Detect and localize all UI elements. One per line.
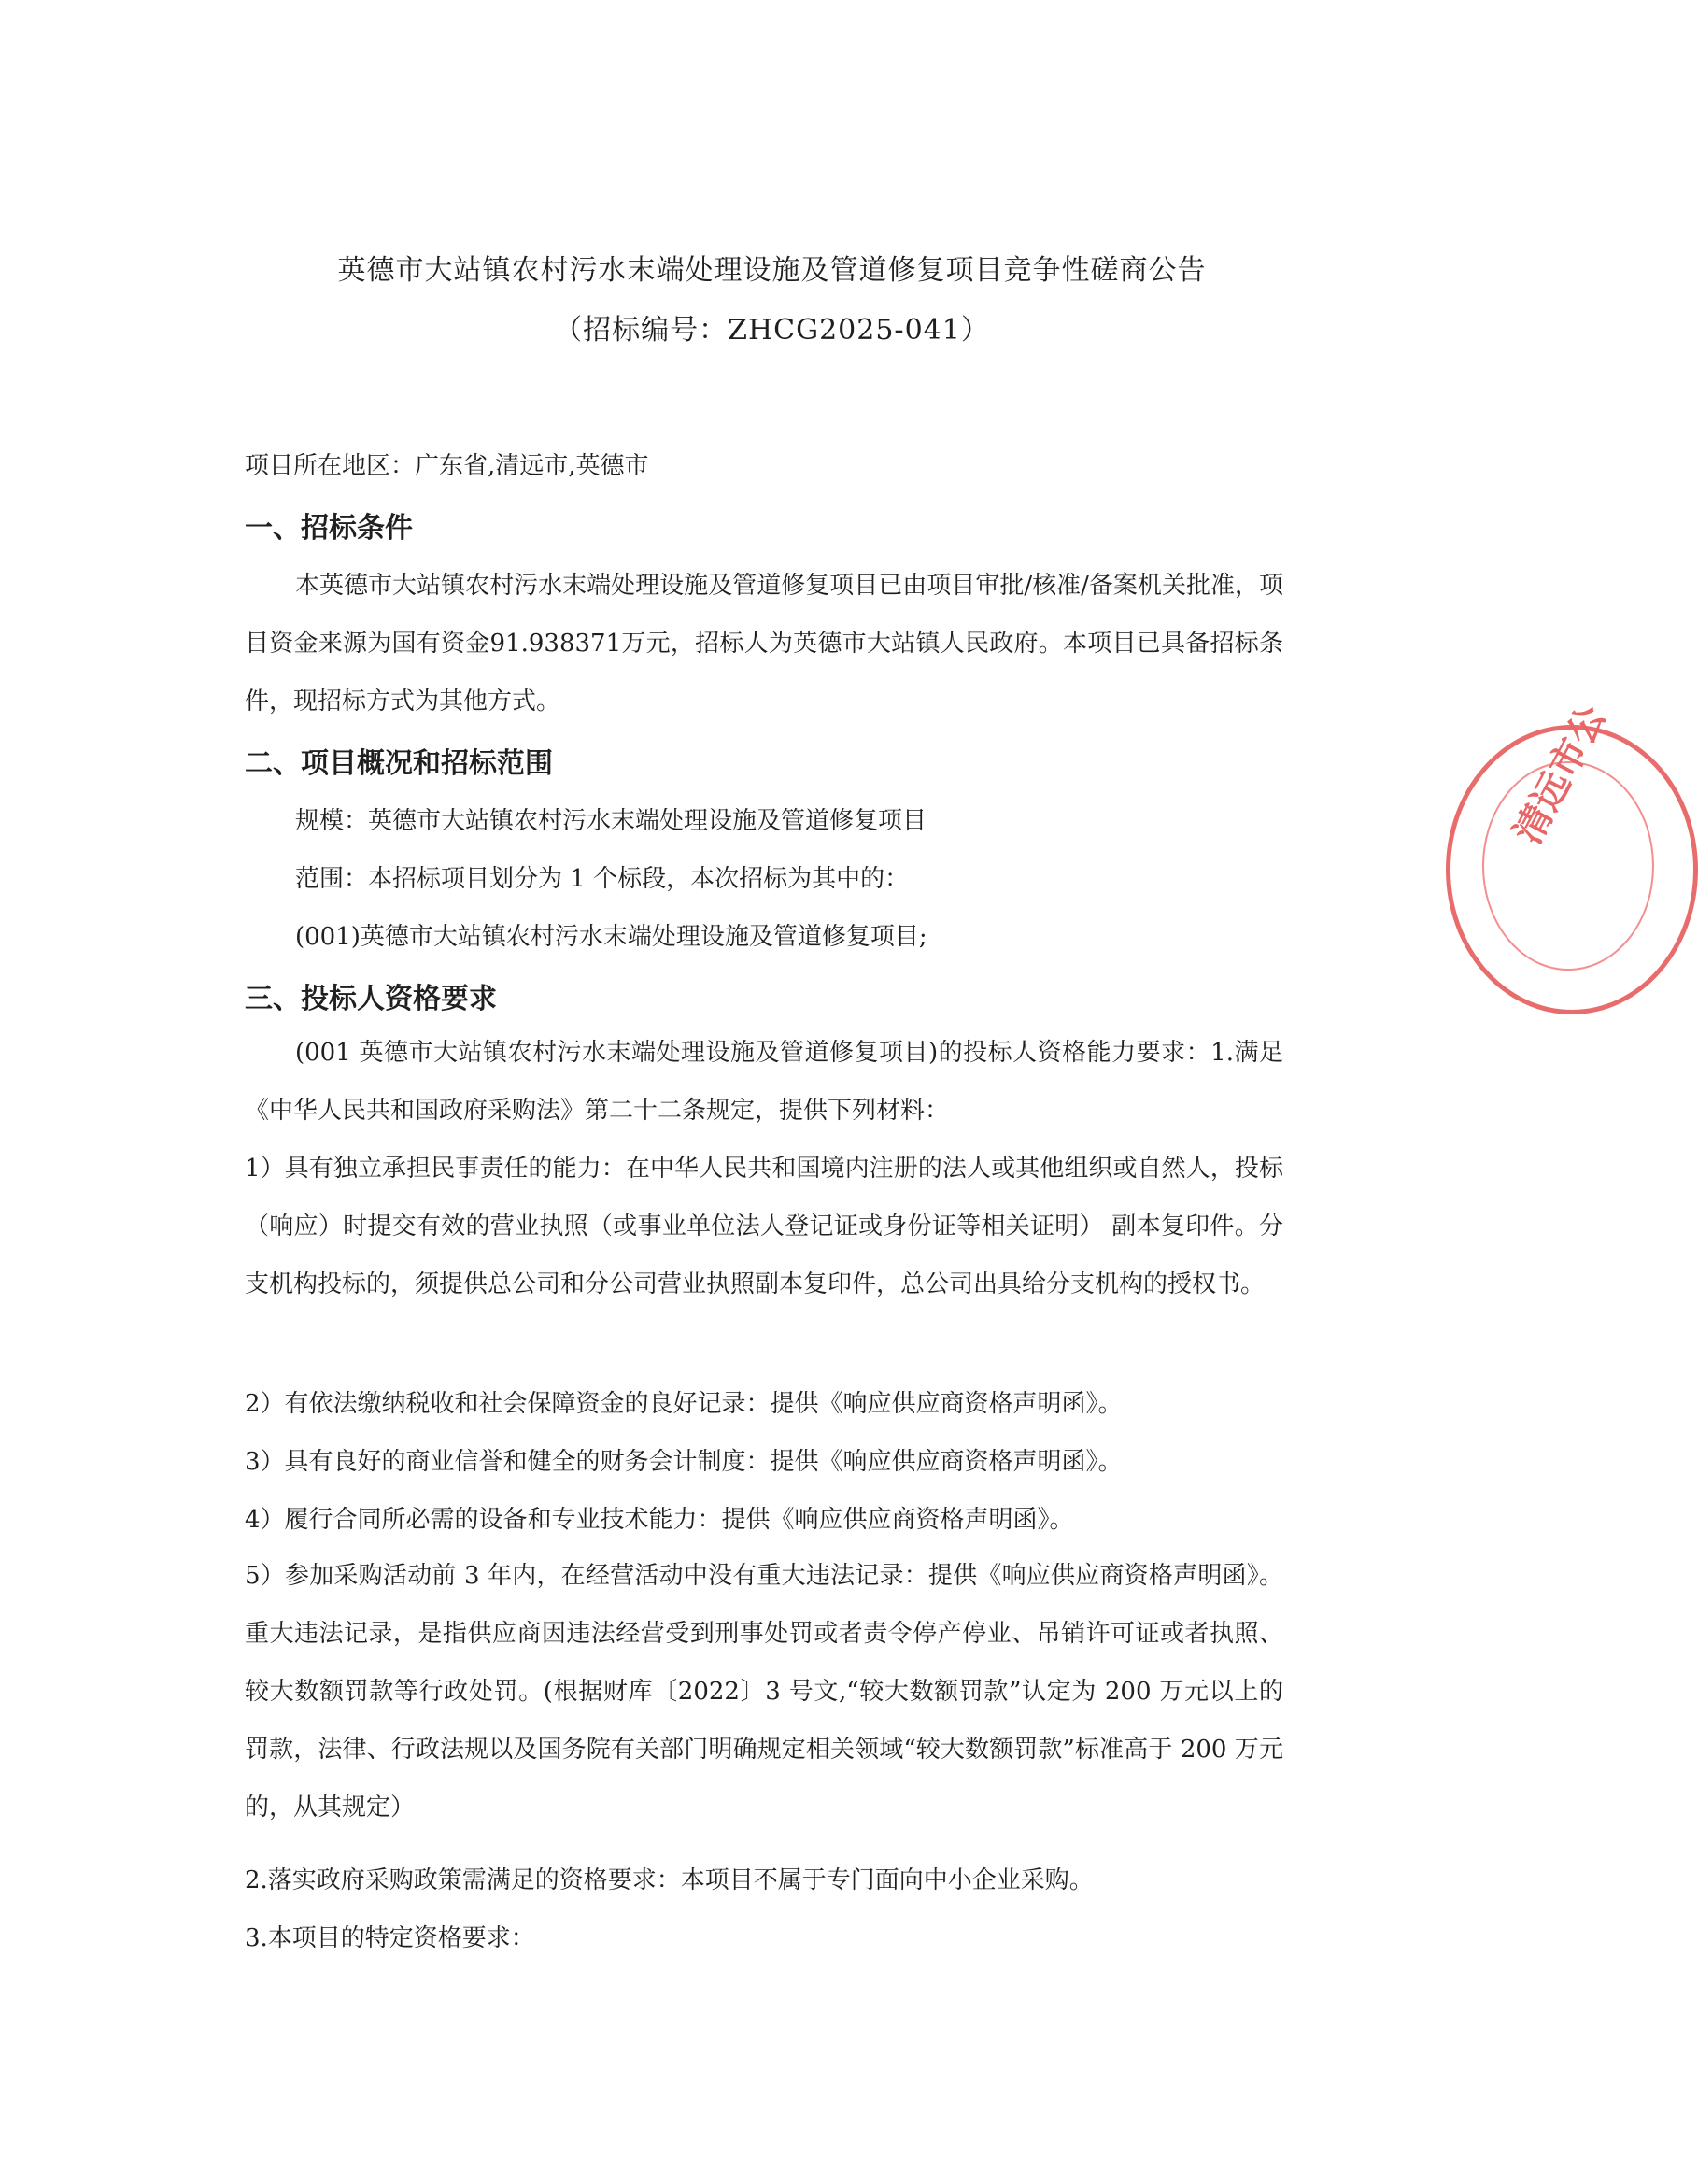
- document-title: 英德市大站镇农村污水末端处理设施及管道修复项目竞争性磋商公告: [337, 254, 1207, 287]
- qualification-item-4: 4）履行合同所必需的设备和专业技术能力：提供《响应供应商资格声明函》。: [245, 1506, 1074, 1534]
- qualification-item-1: 1）具有独立承担民事责任的能力：在中华人民共和国境内注册的法人或其他组织或自然人，投标（响应）时提交有效的营业执照（或事业单位法人登记证或身份证等相关证明） 副本复印件。分支机构投标的，须提供总公司和分公司营业执照副本复印件，总公司出具给分支机构的授权书。: [245, 1155, 1283, 1298]
- tender-conditions-body: 本英德市大站镇农村污水末端处理设施及管道修复项目已由项目审批/核准/备案机关批准，项目资金来源为国有资金91.938371万元，招标人为英德市大站镇人民政府。本项目已具备招标条件，现招标方式为其他方式。: [245, 572, 1283, 716]
- specific-qualification-requirement: 3.本项目的特定资格要求：: [245, 1924, 535, 1952]
- project-scale: 规模：英德市大站镇农村污水末端处理设施及管道修复项目: [295, 807, 927, 835]
- procurement-policy-requirement: 2.落实政府采购政策需满足的资格要求：本项目不属于专门面向中小企业采购。: [245, 1866, 1094, 1894]
- seal-text: 清远市公: [1506, 698, 1615, 851]
- qualification-intro: (001 英德市大站镇农村污水末端处理设施及管道修复项目)的投标人资格能力要求：1.满足《中华人民共和国政府采购法》第二十二条规定，提供下列材料：: [245, 1039, 1283, 1125]
- project-scope: 范围：本招标项目划分为 1 个标段，本次招标为其中的：: [295, 865, 910, 893]
- qualification-item-3: 3）具有良好的商业信誉和健全的财务会计制度：提供《响应供应商资格声明函》。: [245, 1448, 1123, 1476]
- official-seal-stamp: [1446, 698, 1698, 1014]
- project-lot: (001)英德市大站镇农村污水末端处理设施及管道修复项目;: [295, 923, 927, 951]
- section-heading-tender-conditions: 一、招标条件: [245, 512, 413, 545]
- qualification-item-5: 5）参加采购活动前 3 年内，在经营活动中没有重大违法记录：提供《响应供应商资格声明函》。 重大违法记录，是指供应商因违法经营受到刑事处罚或者责令停产停业、吊销许可证或者执照、较大数额罚款等行政处罚。(根据财库〔2022〕3 号文,“较大数额罚款”认定为 200 万元以上的罚款，法律、行政法规以及国务院有关部门明确规定相关领域“较大数额罚款”标准高于 200 万元的，从其规定）: [245, 1562, 1283, 1822]
- tender-number: （招标编号：ZHCG2025-041）: [554, 314, 990, 347]
- qualification-item-2: 2）有依法缴纳税收和社会保障资金的良好记录：提供《响应供应商资格声明函》。: [245, 1390, 1123, 1418]
- section-heading-project-overview: 二、项目概况和招标范围: [245, 747, 553, 780]
- project-region: 项目所在地区：广东省,清远市,英德市: [245, 452, 649, 480]
- section-heading-bidder-qualification: 三、投标人资格要求: [245, 983, 497, 1015]
